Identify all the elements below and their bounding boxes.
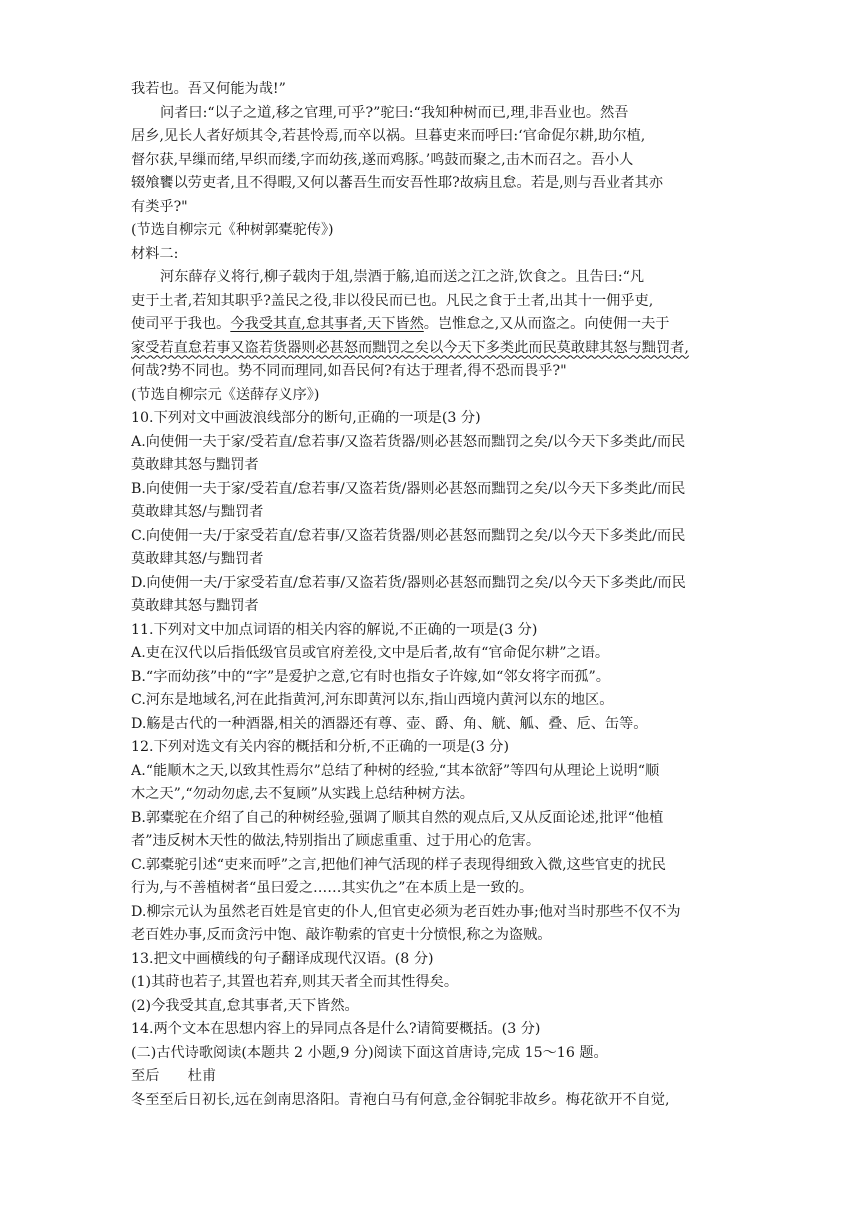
option-a-cont: 木之天”,“勿动勿虑,去不复顾”从实践上总结种树方法。	[131, 786, 474, 802]
option-c: C.郭橐驼引述“吏来而呼”之言,把他们神气活现的样子表现得细致入微,这些官吏的扰民	[131, 856, 666, 873]
text-line: 督尔获,早缫而绪,早织而缕,字而幼孩,遂而鸡豚。’鸣鼓而聚之,击木而召之。吾小人	[131, 151, 634, 168]
question-11: 11.下列对文中加点词语的相关内容的解说,不正确的一项是(3 分)	[131, 621, 538, 638]
section-heading: (二)古代诗歌阅读(本题共 2 小题,9 分)阅读下面这首唐诗,完成 15～16 题。	[131, 1044, 608, 1061]
option-b-cont: 者”违反树木天性的做法,特别指出了顾虑重重、过于用心的危害。	[131, 833, 541, 849]
option-d: D.柳宗元认为虽然老百姓是官吏的仆人,但官吏必须为老百姓办事;他对当时那些不仅不为	[131, 903, 681, 920]
text-line: 有类乎?"	[131, 198, 188, 215]
text-line: 我若也。吾又何能为哉!”	[131, 81, 286, 97]
question-10: 10.下列对文中画波浪线部分的断句,正确的一项是(3 分)	[131, 410, 481, 426]
option-d-cont: 老百姓办事,反而贪污中饱、敲诈勒索的官吏十分愤恨,称之为盗贼。	[131, 927, 552, 943]
option-d-cont: 莫敢肆其怒与黜罚者	[131, 598, 259, 614]
question-14: 14.两个文本在思想内容上的异同点各是什么?请简要概括。(3 分)	[131, 1021, 541, 1037]
option-c-cont: 莫敢肆其怒/与黜罚者	[131, 551, 264, 567]
section-heading: 材料二:	[131, 245, 179, 262]
text-line: 吏于土者,若知其职乎?盖民之役,非以役民而已也。凡民之食于土者,出其十一佣乎吏,	[131, 292, 654, 309]
option-d: D.觞是古代的一种酒器,相关的酒器还有尊、壶、爵、角、觥、觚、叠、卮、缶等。	[131, 715, 648, 732]
option-d: D.向使佣一夫/于家受若直/怠若事/又盗若货/器则必甚怒而黜罚之矣/以今天下多类此/而民	[131, 574, 686, 591]
poem-text: 冬至至后日初长,远在剑南思洛阳。青袍白马有何意,金谷铜驼非故乡。梅花欲开不自觉,	[131, 1091, 670, 1108]
option-a: A.“能顺木之天,以致其性焉尔”总结了种树的经验,“其本欲舒”等四句从理论上说明“顺	[131, 762, 660, 779]
text-line: 何哉?势不同也。势不同而理同,如吾民何?有达于理者,得不恐而畏乎?"	[131, 363, 567, 379]
text-line: 居乡,见长人者好烦其令,若甚怜焉,而卒以祸。旦暮吏来而呼曰:‘官命促尔耕,助尔植,	[131, 128, 646, 144]
text-span: 。岂惟怠之,又从而盗之。向使佣一夫于	[423, 316, 670, 332]
sub-question: (2)今我受其直,怠其事者,天下皆然。	[131, 997, 359, 1014]
text-line	[131, 313, 732, 337]
source-citation: (节选自柳宗元《送薛存义序》)	[131, 386, 320, 403]
sub-question: (1)其莳也若子,其置也若弃,则其天者全而其性得矣。	[131, 974, 459, 990]
option-c: C.河东是地域名,河在此指黄河,河东即黄河以东,指山西境内黄河以东的地区。	[131, 692, 614, 708]
option-a-cont: 莫敢肆其怒与黜罚者	[131, 457, 259, 473]
text-line: 辍飧饔以劳吏者,且不得暇,又何以蕃吾生而安吾性耶?故病且怠。若是,则与吾业者其亦	[131, 175, 663, 191]
text-line: 河东薛存义将行,柳子载肉于俎,崇酒于觞,追而送之江之浒,饮食之。且告曰:“凡	[160, 269, 645, 285]
option-b-cont: 莫敢肆其怒/与黜罚者	[131, 504, 264, 520]
option-c: C.向使佣一夫/于家受若直/怠若事/又盗若货器/则必甚怒而黜罚之矣/以今天下多类此/而民	[131, 527, 686, 544]
wavy-text: 家受若直怠若事又盗若货器则必甚怒而黜罚之矣以今天下多类此而民莫敢肆其怒与黜罚者,	[131, 339, 689, 356]
underlined-sentence: 今我受其直,怠其事者,天下皆然	[230, 316, 424, 332]
question-13: 13.把文中画横线的句子翻译成现代汉语。(8 分)	[131, 950, 434, 967]
option-b: B.向使佣一夫于家/受若直/怠若事/又盗若货/器则必甚怒而黜罚之矣/以今天下多类此/而民	[131, 480, 686, 497]
option-a: A.向使佣一夫于家/受若直/怠若事/又盗若货器/则必甚怒而黜罚之矣/以今天下多类此/而民	[131, 433, 686, 450]
source-citation: (节选自柳宗元《种树郭橐驼传》)	[131, 222, 334, 238]
option-a: A.吏在汉代以后指低级官员或官府差役,文中是后者,故有“官命促尔耕”之语。	[131, 645, 610, 661]
question-12: 12.下列对选文有关内容的概括和分析,不正确的一项是(3 分)	[131, 739, 509, 755]
poem-title: 至后 杜甫	[131, 1068, 217, 1084]
wavy-underlined-passage	[131, 337, 732, 361]
option-c-cont: 行为,与不善植树者“虽曰爱之……其实仇之”在本质上是一致的。	[131, 880, 534, 896]
text-line: 问者曰:“以子之道,移之官理,可乎?”驼曰:“我知种树而已,理,非吾业也。然吾	[160, 104, 629, 121]
option-b: B.郭橐驼在介绍了自己的种树经验,强调了顺其自然的观点后,又从反面论述,批评“他植	[131, 809, 664, 826]
text-span: 使司平于我也。	[131, 316, 231, 332]
option-b: B.“字而幼孩”中的“字”是爱护之意,它有时也指女子许嫁,如“邻女将字而孤”。	[131, 668, 610, 685]
